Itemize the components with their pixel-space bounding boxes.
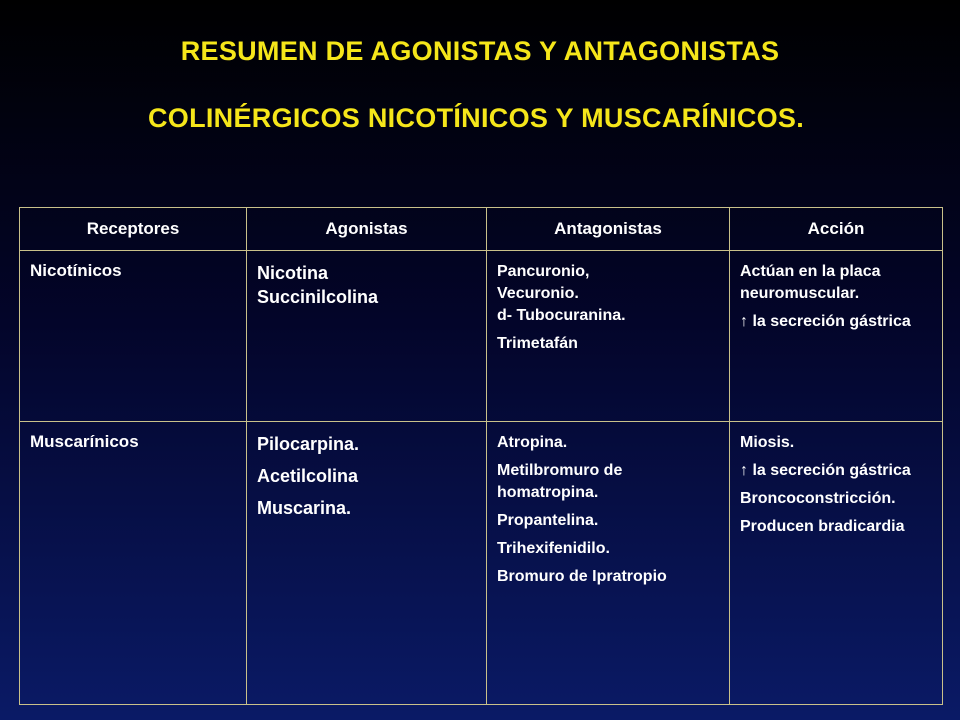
header-accion: Acción <box>730 208 943 251</box>
agonista-item: Succinilcolina <box>257 287 379 307</box>
header-agonistas: Agonistas <box>247 208 487 251</box>
agonista-item: Acetilcolina <box>257 466 359 486</box>
antagonista-item: Propantelina. <box>497 512 599 529</box>
cell-receptor: Muscarínicos <box>20 422 247 705</box>
cell-agonistas <box>247 251 487 422</box>
header-receptores: Receptores <box>20 208 247 251</box>
antagonista-item: Bromuro de Ipratropio <box>497 568 667 585</box>
agonista-item: Muscarina. <box>257 498 352 518</box>
antagonista-item: Atropina. <box>497 434 568 451</box>
table-header-row <box>20 208 943 251</box>
slide-subtitle: COLINÉRGICOS NICOTÍNICOS Y MUSCARÍNICOS. <box>147 103 805 133</box>
accion-item: Miosis. <box>740 434 795 451</box>
accion-item: Broncoconstricción. <box>740 490 896 507</box>
antagonista-item: Trihexifenidilo. <box>497 540 610 557</box>
table-row-nicotinicos <box>20 251 943 422</box>
cell-accion <box>730 251 943 422</box>
cell-agonistas <box>247 422 487 705</box>
cell-receptor: Nicotínicos <box>20 251 247 422</box>
accion-item: Producen bradicardia <box>740 518 905 535</box>
antagonista-item: Pancuronio, <box>497 263 590 280</box>
accion-item: Actúan en la placa neuromuscular. <box>740 263 881 302</box>
antagonista-item: d- Tubocuranina. <box>497 307 626 324</box>
slide-title: RESUMEN DE AGONISTAS Y ANTAGONISTAS <box>180 36 780 66</box>
antagonista-item: Metilbromuro de homatropina. <box>497 462 623 501</box>
cell-antagonistas <box>487 251 730 422</box>
cell-accion <box>730 422 943 705</box>
agonista-item: Nicotina <box>257 263 329 283</box>
accion-item: ↑ la secreción gástrica <box>740 462 911 479</box>
table-row-muscarinicos <box>20 422 943 705</box>
accion-item: ↑ la secreción gástrica <box>740 313 911 330</box>
antagonista-item: Trimetafán <box>497 335 578 352</box>
header-antagonistas: Antagonistas <box>487 208 730 251</box>
summary-table <box>19 207 943 705</box>
agonista-item: Pilocarpina. <box>257 434 360 454</box>
cell-antagonistas <box>487 422 730 705</box>
antagonista-item: Vecuronio. <box>497 285 579 302</box>
